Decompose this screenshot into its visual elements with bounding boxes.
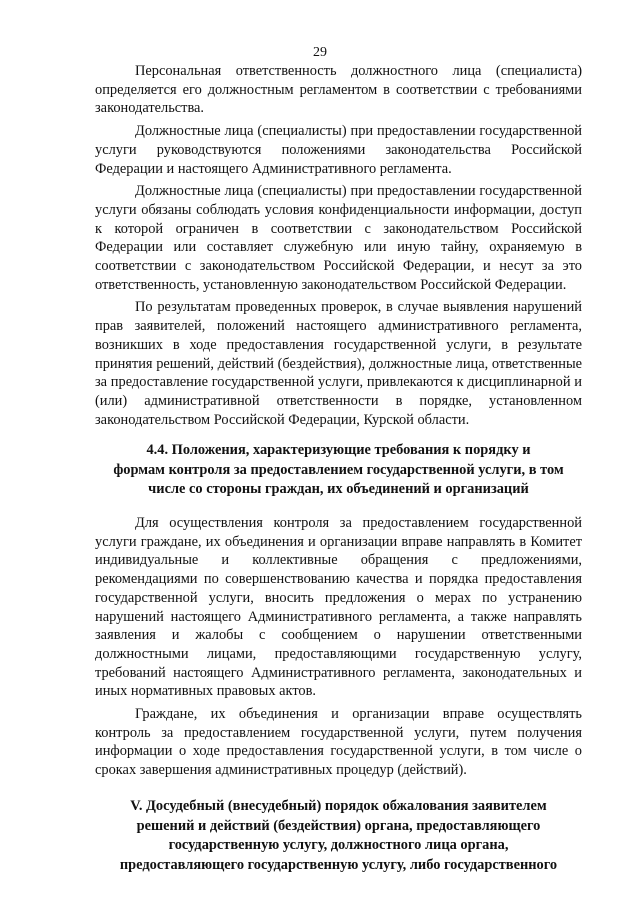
heading-line: V. Досудебный (внесудебный) порядок обжалования заявителем [130, 798, 547, 814]
control-paragraphs [95, 514, 582, 780]
section-4-4-heading [90, 441, 587, 500]
page-number: 29 [313, 45, 327, 60]
heading-line: предоставляющего государственную услугу, либо государственного [119, 856, 558, 873]
heading-line: формам контроля за предоставлением государственной услуги, в том [113, 461, 564, 478]
paragraph: Персональная ответственность должностного лица (специалиста) определяется его должностным регламентом в соответствии с требованиями законодательства. [95, 63, 582, 117]
paragraph: Для осуществления контроля за предоставлением государственной услуги граждане, их объединения и организации вправе направлять в Комитет индивидуальные и коллективные обращения с предложениями, рекомендациями по совершенствованию качества и порядка предоставления государственной услуги, вносить предложения о мерах по устранению нарушений настоящего Административного регламента, а также направлять заявления и жалобы с сообщением о нарушении ответственными должностными лицами, предоставляющими государственную услугу, требований настоящего Административного регламента, законодательных и иных нормативных правовых актов. [95, 515, 582, 700]
heading-line: 4.4. Положения, характеризующие требования к порядку и [146, 442, 531, 458]
paragraph: Граждане, их объединения и организации вправе осуществлять контроль за предоставлением государственной услуги, путем получения информации о ходе предоставления государственной услуги, в том числе о сроках завершения административных процедур (действий). [95, 706, 582, 779]
paragraph: Должностные лица (специалисты) при предоставлении государственной услуги обязаны соблюдать условия конфиденциальности информации, доступ к которой ограничен в соответствии с законодательством Российской Федерации или составляет служебную или иную тайну, охраняемую в соответствии с законодательством Российской Федерации, и несут за это ответственность, установленную законодательством Российской Федерации. [95, 183, 582, 293]
heading-line: числе со стороны граждан, их объединений и организаций [148, 481, 529, 497]
liability-paragraphs [95, 62, 582, 429]
heading-line: решений и действий (бездействия) органа, предоставляющего [136, 817, 541, 834]
section-v-heading [90, 797, 587, 875]
heading-line: государственную услугу, должностного лица органа, [168, 837, 509, 853]
paragraph: По результатам проведенных проверок, в случае выявления нарушений прав заявителей, положений настоящего административного регламента, возникших в ходе предоставления государственной услуги, в результате принятия решений, действий (бездействия), должностные лица, ответственные за предоставление государственной услуги, привлекаются к дисциплинарной и (или) административной ответственности в порядке, установленном законодательством Российской Федерации, Курской области. [95, 299, 582, 428]
paragraph: Должностные лица (специалисты) при предоставлении государственной услуги руководствуются положениями законодательства Российской Федерации и настоящего Административного регламента. [95, 123, 582, 177]
